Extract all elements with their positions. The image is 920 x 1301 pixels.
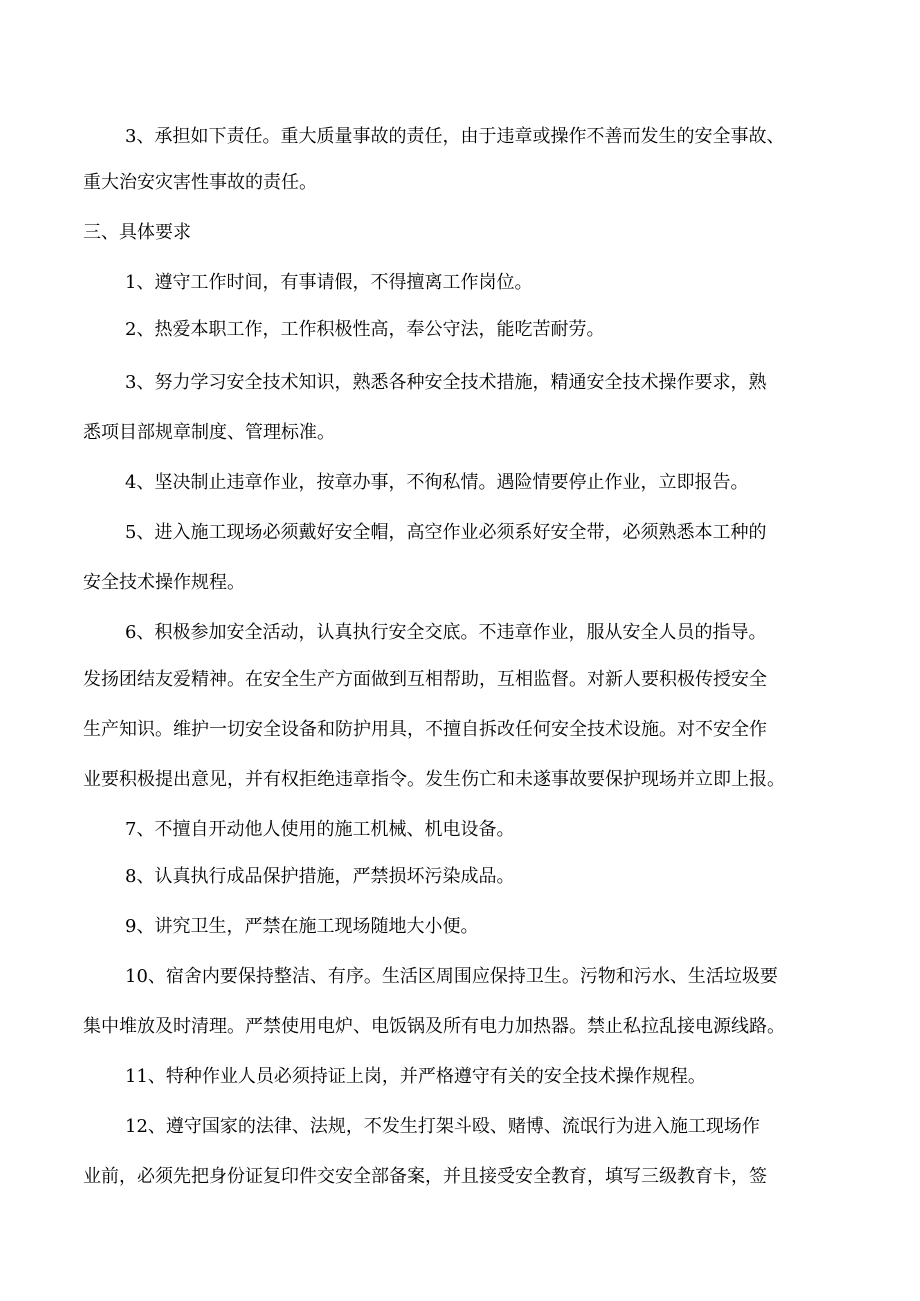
paragraph-line xyxy=(0,618,920,648)
line-text: 6、积极参加安全活动，认真执行安全交底。不违章作业，服从安全人员的指导。 xyxy=(125,622,767,643)
line-text: 3、承担如下责任。重大质量事故的责任，由于违章或操作不善而发生的安全事故、 xyxy=(125,126,785,147)
line-text: 业要积极提出意见，并有权拒绝违章指令。发生伤亡和未遂事故要保护现场并立即上报。 xyxy=(83,769,785,790)
line-text: 4、坚决制止违章作业，按章办事，不徇私情。遇险情要停止作业，立即报告。 xyxy=(125,472,749,493)
line-text: 12、遵守国家的法律、法规，不发生打架斗殴、赌博、流氓行为进入施工现场作 xyxy=(125,1116,760,1137)
line-text: 9、讲究卫生，严禁在施工现场随地大小便。 xyxy=(125,916,479,937)
paragraph-line xyxy=(0,468,920,498)
line-text: 5、进入施工现场必须戴好安全帽，高空作业必须系好安全带，必须熟悉本工种的 xyxy=(125,522,767,543)
paragraph-line xyxy=(0,1112,920,1142)
paragraph-line xyxy=(0,815,920,845)
line-text: 集中堆放及时清理。严禁使用电炉、电饭锅及所有电力加热器。禁止私拉乱接电源线路。 xyxy=(83,1016,785,1037)
line-text: 11、特种作业人员必须持证上岗，并严格遵守有关的安全技术操作规程。 xyxy=(125,1066,706,1087)
line-text: 7、不擅自开动他人使用的施工机械、机电设备。 xyxy=(125,819,515,840)
paragraph-line xyxy=(0,368,920,398)
paragraph-line xyxy=(0,315,920,345)
line-text: 业前，必须先把身份证复印件交安全部备案，并且接受安全教育，填写三级教育卡，签 xyxy=(83,1166,767,1187)
paragraph-line xyxy=(0,665,920,695)
paragraph-line xyxy=(0,912,920,942)
section-heading xyxy=(0,218,920,248)
line-text: 3、努力学习安全技术知识，熟悉各种安全技术措施，精通安全技术操作要求，熟 xyxy=(125,372,767,393)
line-text: 发扬团结友爱精神。在安全生产方面做到互相帮助，互相监督。对新人要积极传授安全 xyxy=(83,669,767,690)
line-text: 安全技术操作规程。 xyxy=(83,572,245,593)
paragraph-line xyxy=(0,268,920,298)
line-text: 8、认真执行成品保护措施，严禁损坏污染成品。 xyxy=(125,866,515,887)
paragraph-line xyxy=(0,962,920,992)
line-text: 10、宿舍内要保持整洁、有序。生活区周围应保持卫生。污物和污水、生活垃圾要 xyxy=(125,966,778,987)
paragraph-line xyxy=(0,765,920,795)
paragraph-line xyxy=(0,122,920,152)
line-text: 重大治安灾害性事故的责任。 xyxy=(83,172,317,193)
line-text: 1、遵守工作时间，有事请假，不得擅离工作岗位。 xyxy=(125,272,533,293)
paragraph-line xyxy=(0,518,920,548)
paragraph-line xyxy=(0,862,920,892)
paragraph-line xyxy=(0,1012,920,1042)
line-text: 生产知识。维护一切安全设备和防护用具，不擅自拆改任何安全技术设施。对不安全作 xyxy=(83,719,767,740)
paragraph-line xyxy=(0,1062,920,1092)
paragraph-line xyxy=(0,715,920,745)
paragraph-line xyxy=(0,418,920,448)
paragraph-line xyxy=(0,1162,920,1192)
line-text: 三、具体要求 xyxy=(83,222,191,243)
line-text: 2、热爱本职工作，工作积极性高，奉公守法，能吃苦耐劳。 xyxy=(125,319,605,340)
paragraph-line xyxy=(0,568,920,598)
paragraph-line xyxy=(0,168,920,198)
line-text: 悉项目部规章制度、管理标准。 xyxy=(83,422,335,443)
